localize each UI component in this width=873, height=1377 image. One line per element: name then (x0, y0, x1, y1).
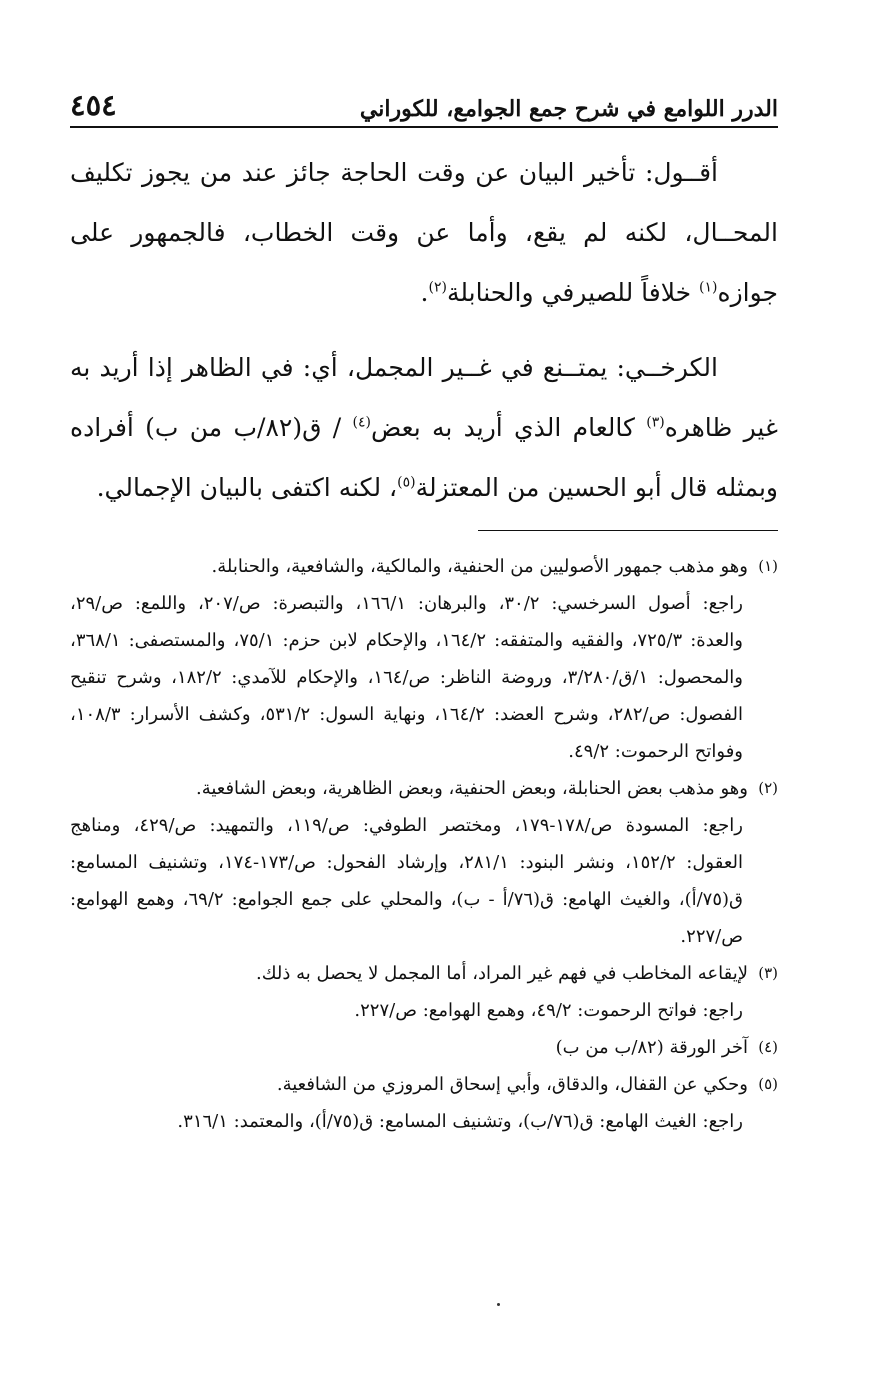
footnote-ref: (٥) (397, 474, 416, 491)
footnote (70, 770, 778, 955)
footnote-citation: راجع: فواتح الرحموت: ٤٩/٢، وهمع الهوامع: ص/٢٢٧. (354, 1000, 743, 1021)
footnote-line: وهو مذهب جمهور الأصوليين من الحنفية، والمالكية، والشافعية، والحنابلة. (211, 556, 748, 577)
text-run: ، لكنه اكتفى بالبيان الإجمالي. (96, 473, 398, 502)
footnote-body (70, 955, 748, 1029)
text-run: خلافاً للصيرفي والحنابلة (446, 278, 700, 307)
footnote-body (70, 770, 748, 955)
paragraph (70, 143, 778, 323)
footnote-ref: (٤) (352, 414, 371, 431)
footnote-number: (١) (758, 557, 778, 575)
footnote-citation: راجع: الغيث الهامع: ق(٧٦/ب)، وتشنيف المسامع: ق(٧٥/أ)، والمعتمد: ٣١٦/١. (177, 1111, 743, 1132)
paragraph (70, 338, 778, 518)
footnote-citation: راجع: أصول السرخسي: ٣٠/٢، والبرهان: ١٦٦/١، والتبصرة: ص/٢٠٧، واللمع: ص/٢٩، والعدة: ٧٢٥/٣، والفقيه والمتفقه: ١٦٤/٢، والإحكام لابن حزم: ٧٥/١، والمستصفى: ٣٦٨/١، والمحصول: ١/ق/٣/٢٨٠، وروضة الناظر: ص/١٦٤، والإحكام للآمدي: ١٨٢/٢، وشرح تنقيح الفصول: ص/٢٨٢، وشرح العضد: ١٦٤/٢، ونهاية السول: ٥٣١/٢، وكشف الأسرار: ١٠٨/٣، وفواتح الرحموت: ٤٩/٢. (70, 593, 744, 762)
footnote-line: وحكي عن القفال، والدقاق، وأبي إسحاق المروزي من الشافعية. (276, 1074, 748, 1095)
page-header (70, 88, 778, 128)
footnote-number: (٤) (758, 1038, 778, 1056)
footnote-body (70, 548, 748, 770)
footnote-number: (٢) (758, 779, 778, 797)
text-run: / ق(٨٢/ب من ب) أفراده وبمثله قال أبو الحسين من المعتزلة (70, 413, 778, 502)
footnote-ref: (٢) (428, 279, 447, 296)
footnote-citation: راجع: المسودة ص/١٧٨-١٧٩، ومختصر الطوفي: ص/١١٩، والتمهيد: ص/٤٢٩، ومناهج العقول: ١٥٢/٢، ونشر البنود: ٢٨١/١، وإرشاد الفحول: ص/١٧٣-١٧٤، وتشنيف المسامع: ق(٧٥/أ)، والغيث الهامع: ق(٧٦/أ - ب)، والمحلي على جمع الجوامع: ٦٩/٢، وهمع الهوامع: ص/٢٢٧. (70, 815, 743, 947)
footnote-ref: (٣) (646, 414, 665, 431)
footnote-line: آخر الورقة (٨٢/ب من ب) (555, 1037, 748, 1058)
page-number: ٤٥٤ (70, 88, 117, 122)
footnote-ref: (١) (699, 279, 718, 296)
footnote-separator (478, 530, 778, 531)
main-text (70, 143, 778, 518)
footnote (70, 1029, 778, 1066)
footnote (70, 548, 778, 770)
footnote-body (70, 1066, 748, 1140)
footnote (70, 955, 778, 1029)
text-run: كالعام الذي أريد به بعض (371, 413, 647, 442)
text-run: . (420, 278, 429, 307)
text-run: أقــول: تأخير البيان عن وقت الحاجة جائز عند من يجوز تكليف المحــال، لكنه لم يقع، وأما عن وقت الخطاب، فالجمهور على جوازه (70, 158, 778, 307)
footnote (70, 1066, 778, 1140)
scan-speck (497, 1303, 500, 1306)
text-run: الكرخــي: يمتــنع في غــير المجمل، أي: في الظاهر إذا أريد به غير ظاهره (70, 353, 778, 442)
footnote-number: (٥) (758, 1075, 778, 1093)
footnotes (70, 548, 778, 1140)
running-title: الدرر اللوامع في شرح جمع الجوامع، للكوراني (359, 96, 778, 122)
footnote-line: لإيقاعه المخاطب في فهم غير المراد، أما المجمل لا يحصل به ذلك. (256, 963, 748, 984)
footnote-body (70, 1029, 748, 1066)
footnote-number: (٣) (758, 964, 778, 982)
footnote-line: وهو مذهب بعض الحنابلة، وبعض الحنفية، وبعض الظاهرية، وبعض الشافعية. (195, 778, 748, 799)
